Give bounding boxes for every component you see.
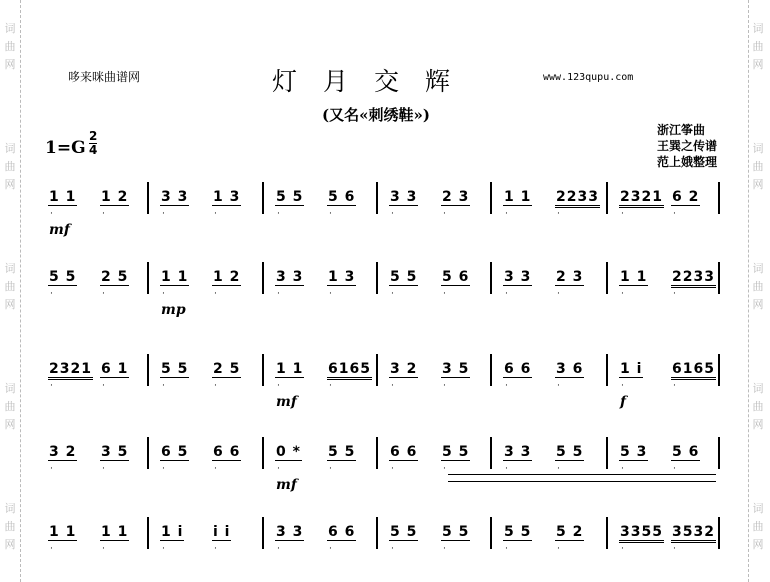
octave-dots: · [277,209,283,219]
barline [606,354,608,386]
barline [718,437,720,469]
note-group: 1 2 [213,269,241,285]
note-group: 3 2 [49,444,77,460]
barline [718,262,720,294]
octave-dots: · [102,381,108,391]
octave-dots: · [557,289,563,299]
octave-dots: · [621,381,627,391]
octave-dots: · [505,209,511,219]
note-group: 1 1 [161,269,189,285]
octave-dots: · [214,289,220,299]
time-signature-bottom: 4 [89,143,98,157]
note-group: i i [213,524,231,540]
octave-dots: · [505,464,511,474]
octave-dots: · [329,464,335,474]
note-group: 0 * [276,444,301,460]
octave-dots: · [214,464,220,474]
note-group: 2233 [671,270,716,288]
note-group: 3 2 [390,361,418,377]
dynamic-mark: mf [276,477,297,493]
site-name: 哆来咪曲谱网 [68,70,141,84]
note-group: 3 3 [504,444,532,460]
octave-dots: · [391,464,397,474]
note-group: 6 2 [672,189,700,205]
octave-dots: · [214,381,220,391]
barline [147,182,149,214]
barline [376,182,378,214]
barline [606,182,608,214]
note-group: 1 1 [49,189,77,205]
barline [262,437,264,469]
barline [490,517,492,549]
note-group: 1 i [620,361,643,377]
note-group: 1 3 [213,189,241,205]
key-signature: 1=G [45,138,86,158]
watermark: 词 曲 网 [4,262,16,311]
octave-dots: · [162,381,168,391]
octave-dots: · [673,544,679,554]
note-group: 1 1 [620,269,648,285]
octave-dots: · [443,381,449,391]
octave-dots: · [214,209,220,219]
watermark: 词 曲 网 [752,262,764,311]
time-signature-top: 2 [89,129,98,143]
note-group: 2321 [619,190,664,208]
barline [147,517,149,549]
octave-dots: · [391,209,397,219]
octave-dots: · [277,289,283,299]
octave-dots: · [162,464,168,474]
barline [606,262,608,294]
octave-dots: · [443,209,449,219]
octave-dots: · [329,289,335,299]
dynamic-mark: mp [161,302,186,318]
barline [376,517,378,549]
note-group: 6 6 [390,444,418,460]
note-group: 3 3 [276,269,304,285]
barline [376,262,378,294]
octave-dots: · [50,381,56,391]
octave-dots: · [102,464,108,474]
barline [376,437,378,469]
note-group: 1 1 [276,361,304,377]
note-group: 5 2 [556,524,584,540]
note-group: 2321 [48,362,93,380]
note-group: 1 i [161,524,184,540]
note-group: 5 3 [620,444,648,460]
note-group: 5 5 [390,524,418,540]
watermark: 词 曲 网 [752,382,764,431]
note-group: 3532 [671,525,716,543]
barline [376,354,378,386]
octave-dots: · [621,544,627,554]
note-group: 2 3 [556,269,584,285]
note-group: 2233 [555,190,600,208]
credit-editor: 范上娥整理 [657,155,718,169]
octave-dots: · [277,381,283,391]
score-row [0,523,770,582]
octave-dots: · [673,381,679,391]
barline [147,437,149,469]
octave-dots: · [557,544,563,554]
note-group: 3355 [619,525,664,543]
octave-dots: · [102,209,108,219]
note-group: 3 3 [390,189,418,205]
note-group: 3 3 [276,524,304,540]
octave-dots: · [673,209,679,219]
watermark: 词 曲 网 [4,502,16,551]
watermark: 词 曲 网 [752,22,764,71]
octave-dots: · [162,209,168,219]
barline [718,517,720,549]
octave-dots: · [329,381,335,391]
crescendo-mark [448,474,716,482]
octave-dots: · [50,289,56,299]
note-group: 1 1 [101,524,129,540]
octave-dots: · [621,209,627,219]
note-group: 6 6 [213,444,241,460]
barline [490,437,492,469]
octave-dots: · [557,381,563,391]
score-row [0,360,770,420]
note-group: 2 5 [101,269,129,285]
watermark: 词 曲 网 [752,142,764,191]
barline [490,182,492,214]
barline [718,354,720,386]
note-group: 5 5 [49,269,77,285]
barline [490,262,492,294]
note-group: 5 6 [672,444,700,460]
note-group: 5 5 [390,269,418,285]
score-subtitle: (又名«刺绣鞋») [322,106,430,124]
note-group: 5 6 [328,189,356,205]
octave-dots: · [621,289,627,299]
octave-dots: · [329,544,335,554]
note-group: 3 5 [101,444,129,460]
watermark: 词 曲 网 [752,502,764,551]
note-group: 5 5 [442,444,470,460]
barline [718,182,720,214]
octave-dots: · [673,289,679,299]
watermark: 词 曲 网 [4,22,16,71]
dynamic-mark: mf [276,394,297,410]
octave-dots: · [50,209,56,219]
note-group: 5 5 [504,524,532,540]
octave-dots: · [557,464,563,474]
octave-dots: · [102,289,108,299]
octave-dots: · [391,289,397,299]
note-group: 5 5 [442,524,470,540]
note-group: 2 3 [442,189,470,205]
barline [490,354,492,386]
octave-dots: · [505,289,511,299]
note-group: 1 1 [504,189,532,205]
octave-dots: · [329,209,335,219]
note-group: 3 3 [161,189,189,205]
octave-dots: · [443,464,449,474]
dynamic-mark: f [620,394,627,410]
note-group: 5 5 [556,444,584,460]
score-row [0,188,770,248]
watermark: 词 曲 网 [4,142,16,191]
octave-dots: · [277,464,283,474]
octave-dots: · [391,381,397,391]
octave-dots: · [214,544,220,554]
note-group: 6 1 [101,361,129,377]
octave-dots: · [391,544,397,554]
octave-dots: · [443,544,449,554]
note-group: 6165 [327,362,372,380]
note-group: 1 1 [49,524,77,540]
note-group: 6 6 [504,361,532,377]
barline [606,437,608,469]
note-group: 1 3 [328,269,356,285]
barline [262,262,264,294]
octave-dots: · [162,289,168,299]
octave-dots: · [621,464,627,474]
octave-dots: · [162,544,168,554]
octave-dots: · [102,544,108,554]
octave-dots: · [673,464,679,474]
note-group: 5 5 [276,189,304,205]
barline [262,354,264,386]
score-title: 灯月交辉 [272,67,477,96]
watermark: 词 曲 网 [4,382,16,431]
octave-dots: · [557,209,563,219]
barline [262,182,264,214]
note-group: 6165 [671,362,716,380]
note-group: 3 3 [504,269,532,285]
dynamic-mark: mf [49,222,70,238]
score-row [0,268,770,328]
octave-dots: · [50,544,56,554]
barline [147,262,149,294]
note-group: 5 6 [442,269,470,285]
note-group: 3 6 [556,361,584,377]
octave-dots: · [277,544,283,554]
note-group: 6 6 [328,524,356,540]
barline [147,354,149,386]
note-group: 5 5 [328,444,356,460]
note-group: 6 5 [161,444,189,460]
time-signature [89,130,97,157]
octave-dots: · [505,544,511,554]
credit-transmitter: 王巽之传谱 [657,139,718,153]
site-url: www.123qupu.com [543,72,634,83]
barline [262,517,264,549]
score-row [0,443,770,503]
note-group: 1 2 [101,189,129,205]
note-group: 3 5 [442,361,470,377]
credits [657,122,717,170]
note-group: 2 5 [213,361,241,377]
note-group: 5 5 [161,361,189,377]
octave-dots: · [50,464,56,474]
credit-origin: 浙江筝曲 [657,123,706,137]
octave-dots: · [443,289,449,299]
barline [606,517,608,549]
octave-dots: · [505,381,511,391]
